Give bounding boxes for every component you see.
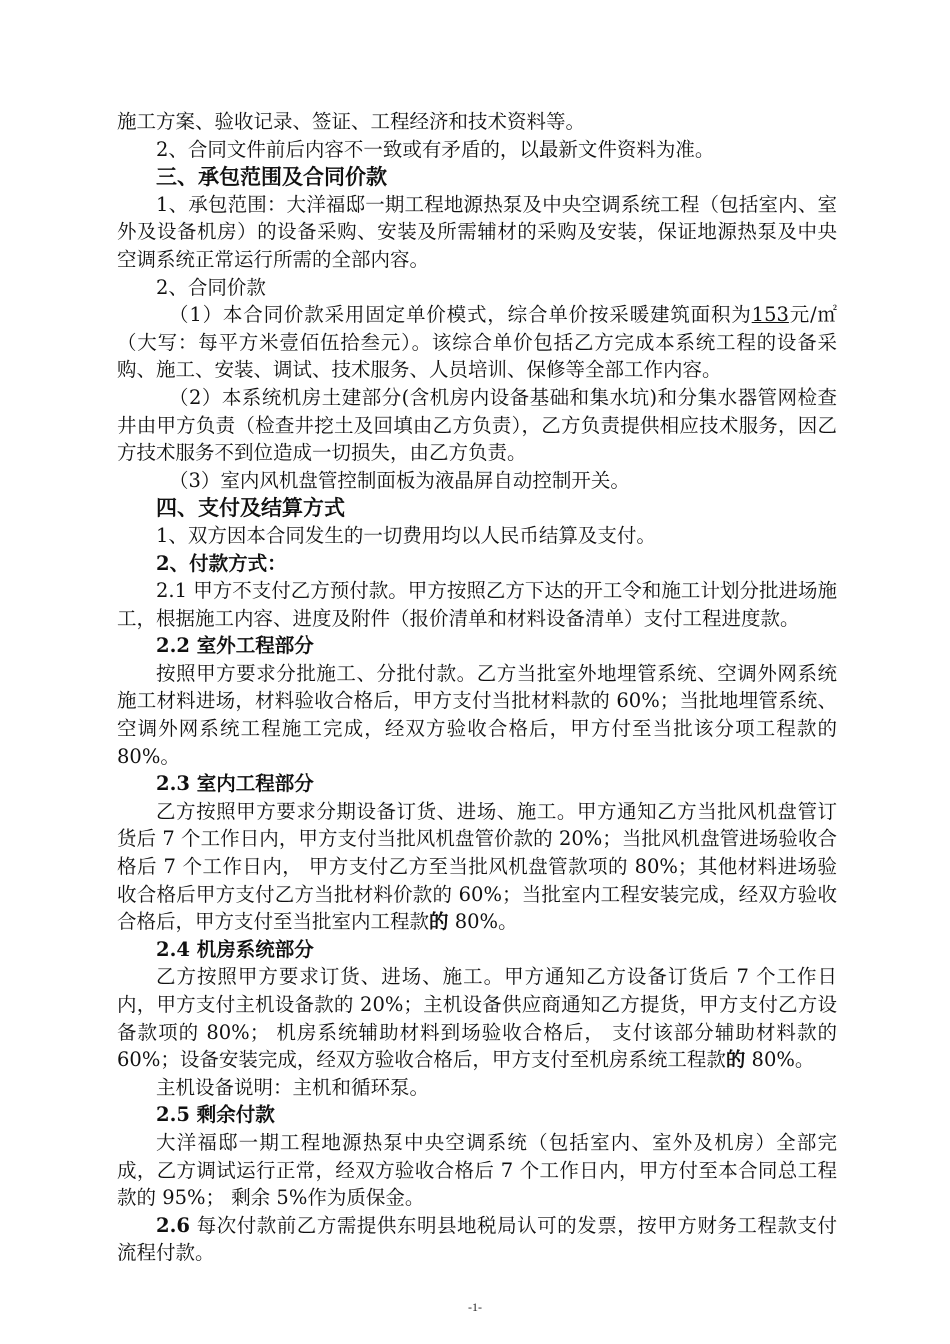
section-heading: 四、支付及结算方式 — [156, 495, 345, 521]
text-run: （1）本合同价款采用固定单价模式，综合单价按采暖建筑面积为 — [169, 303, 752, 327]
paragraph — [117, 963, 837, 1073]
text-run: 的 — [429, 910, 449, 934]
paragraph — [117, 1212, 837, 1267]
text-run: 元/㎡（大写：每平方米壹佰伍拾叁元）。该综合单价包括乙方完成本系统工程的设备采购、施工、安装、调试、技术服务、人员培训、保修等全部工作内容。 — [117, 303, 837, 382]
section-heading: 三、承包范围及合同价款 — [156, 164, 387, 190]
paragraph: 按照甲方要求分批施工、分批付款。乙方当批室外地埋管系统、空调外网系统施工材料进场，材料验收合格后，甲方支付当批材料款的 60%；当批地埋管系统、空调外网系统工程施工完成，经双方验收合格后，甲方付至当批该分项工程款的 80%。 — [117, 661, 837, 768]
text-run: 80%。 — [745, 1048, 815, 1072]
text-run: 每次付款前乙方需提供东明县地税局认可的发票，按甲方财务工程款支付流程付款。 — [117, 1213, 837, 1265]
paragraph: 大洋福邸一期工程地源热泵中央空调系统（包括室内、室外及机房）全部完成，乙方调试运行正常，经双方验收合格后 7 个工作日内，甲方付至本合同总工程款的 95%； 剩余 5%作为质保金。 — [117, 1130, 837, 1210]
subheading: 2.2 室外工程部分 — [156, 634, 314, 658]
text-run: 80%。 — [448, 910, 518, 934]
paragraph: 2、合同文件前后内容不一致或有矛盾的，以最新文件资料为准。 — [156, 137, 715, 161]
paragraph: 1、双方因本合同发生的一切费用均以人民币结算及支付。 — [156, 523, 656, 547]
paragraph: 1、承包范围：大洋福邸一期工程地源热泵及中央空调系统工程（包括室内、室外及设备机房）的设备采购、安装及所需辅材的采购及安装，保证地源热泵及中央空调系统正常运行所需的全部内容。 — [117, 192, 837, 271]
page-number: -1- — [468, 1300, 482, 1314]
subheading: 2、付款方式： — [156, 551, 287, 575]
paragraph: 2.1 甲方不支付乙方预付款。甲方按照乙方下达的开工令和施工计划分批进场施工，根据施工内容、进度及附件（报价清单和材料设备清单）支付工程进度款。 — [117, 579, 837, 630]
paragraph — [117, 301, 837, 384]
paragraph: （3）室内风机盘管控制面板为液晶屏自动控制开关。 — [169, 468, 630, 492]
paragraph: 施工方案、验收记录、签证、工程经济和技术资料等。 — [117, 110, 586, 133]
document-page — [117, 108, 837, 1267]
paragraph: 主机设备说明：主机和循环泵。 — [156, 1075, 430, 1099]
text-run: 乙方按照甲方要求分期设备订货、进场、施工。甲方通知乙方当批风机盘管订货后 7 个工作日内，甲方支付当批风机盘管价款的 20%；当批风机盘管进场验收合格后 7 个工作日内， 甲方支付乙方至当批风机盘管款项的 80%；其他材料进场验收合格后甲方支付乙方当批材料价款的 60%；当批室内工程安装完成，经双方验收合格后，甲方支付至当批室内工程款 — [117, 799, 837, 934]
subheading: 2.5 剩余付款 — [156, 1103, 275, 1127]
unit-price: 153 — [751, 303, 789, 327]
paragraph: 2、合同价款 — [156, 275, 266, 299]
paragraph: （2）本系统机房土建部分(含机房内设备基础和集水坑)和分集水器管网检查井由甲方负责（检查井挖土及回填由乙方负责），乙方负责提供相应技术服务，因乙方技术服务不到位造成一切损失，由乙方负责。 — [117, 385, 837, 465]
subheading: 2.4 机房系统部分 — [156, 937, 314, 961]
paragraph — [117, 798, 837, 936]
subheading: 2.3 室内工程部分 — [156, 772, 314, 796]
text-run: 2.6 — [156, 1213, 190, 1237]
text-run: 乙方按照甲方要求订货、进场、施工。甲方通知乙方设备订货后 7 个工作日内，甲方支付主机设备款的 20%；主机设备供应商通知乙方提货，甲方支付乙方设备款项的 80%； 机房系统辅助材料到场验收合格后， 支付该部分辅助材料款的 60%；设备安装完成，经双方验收合格后，甲方支付至机房系统工程款 — [117, 965, 837, 1072]
text-run: 的 — [725, 1048, 746, 1072]
